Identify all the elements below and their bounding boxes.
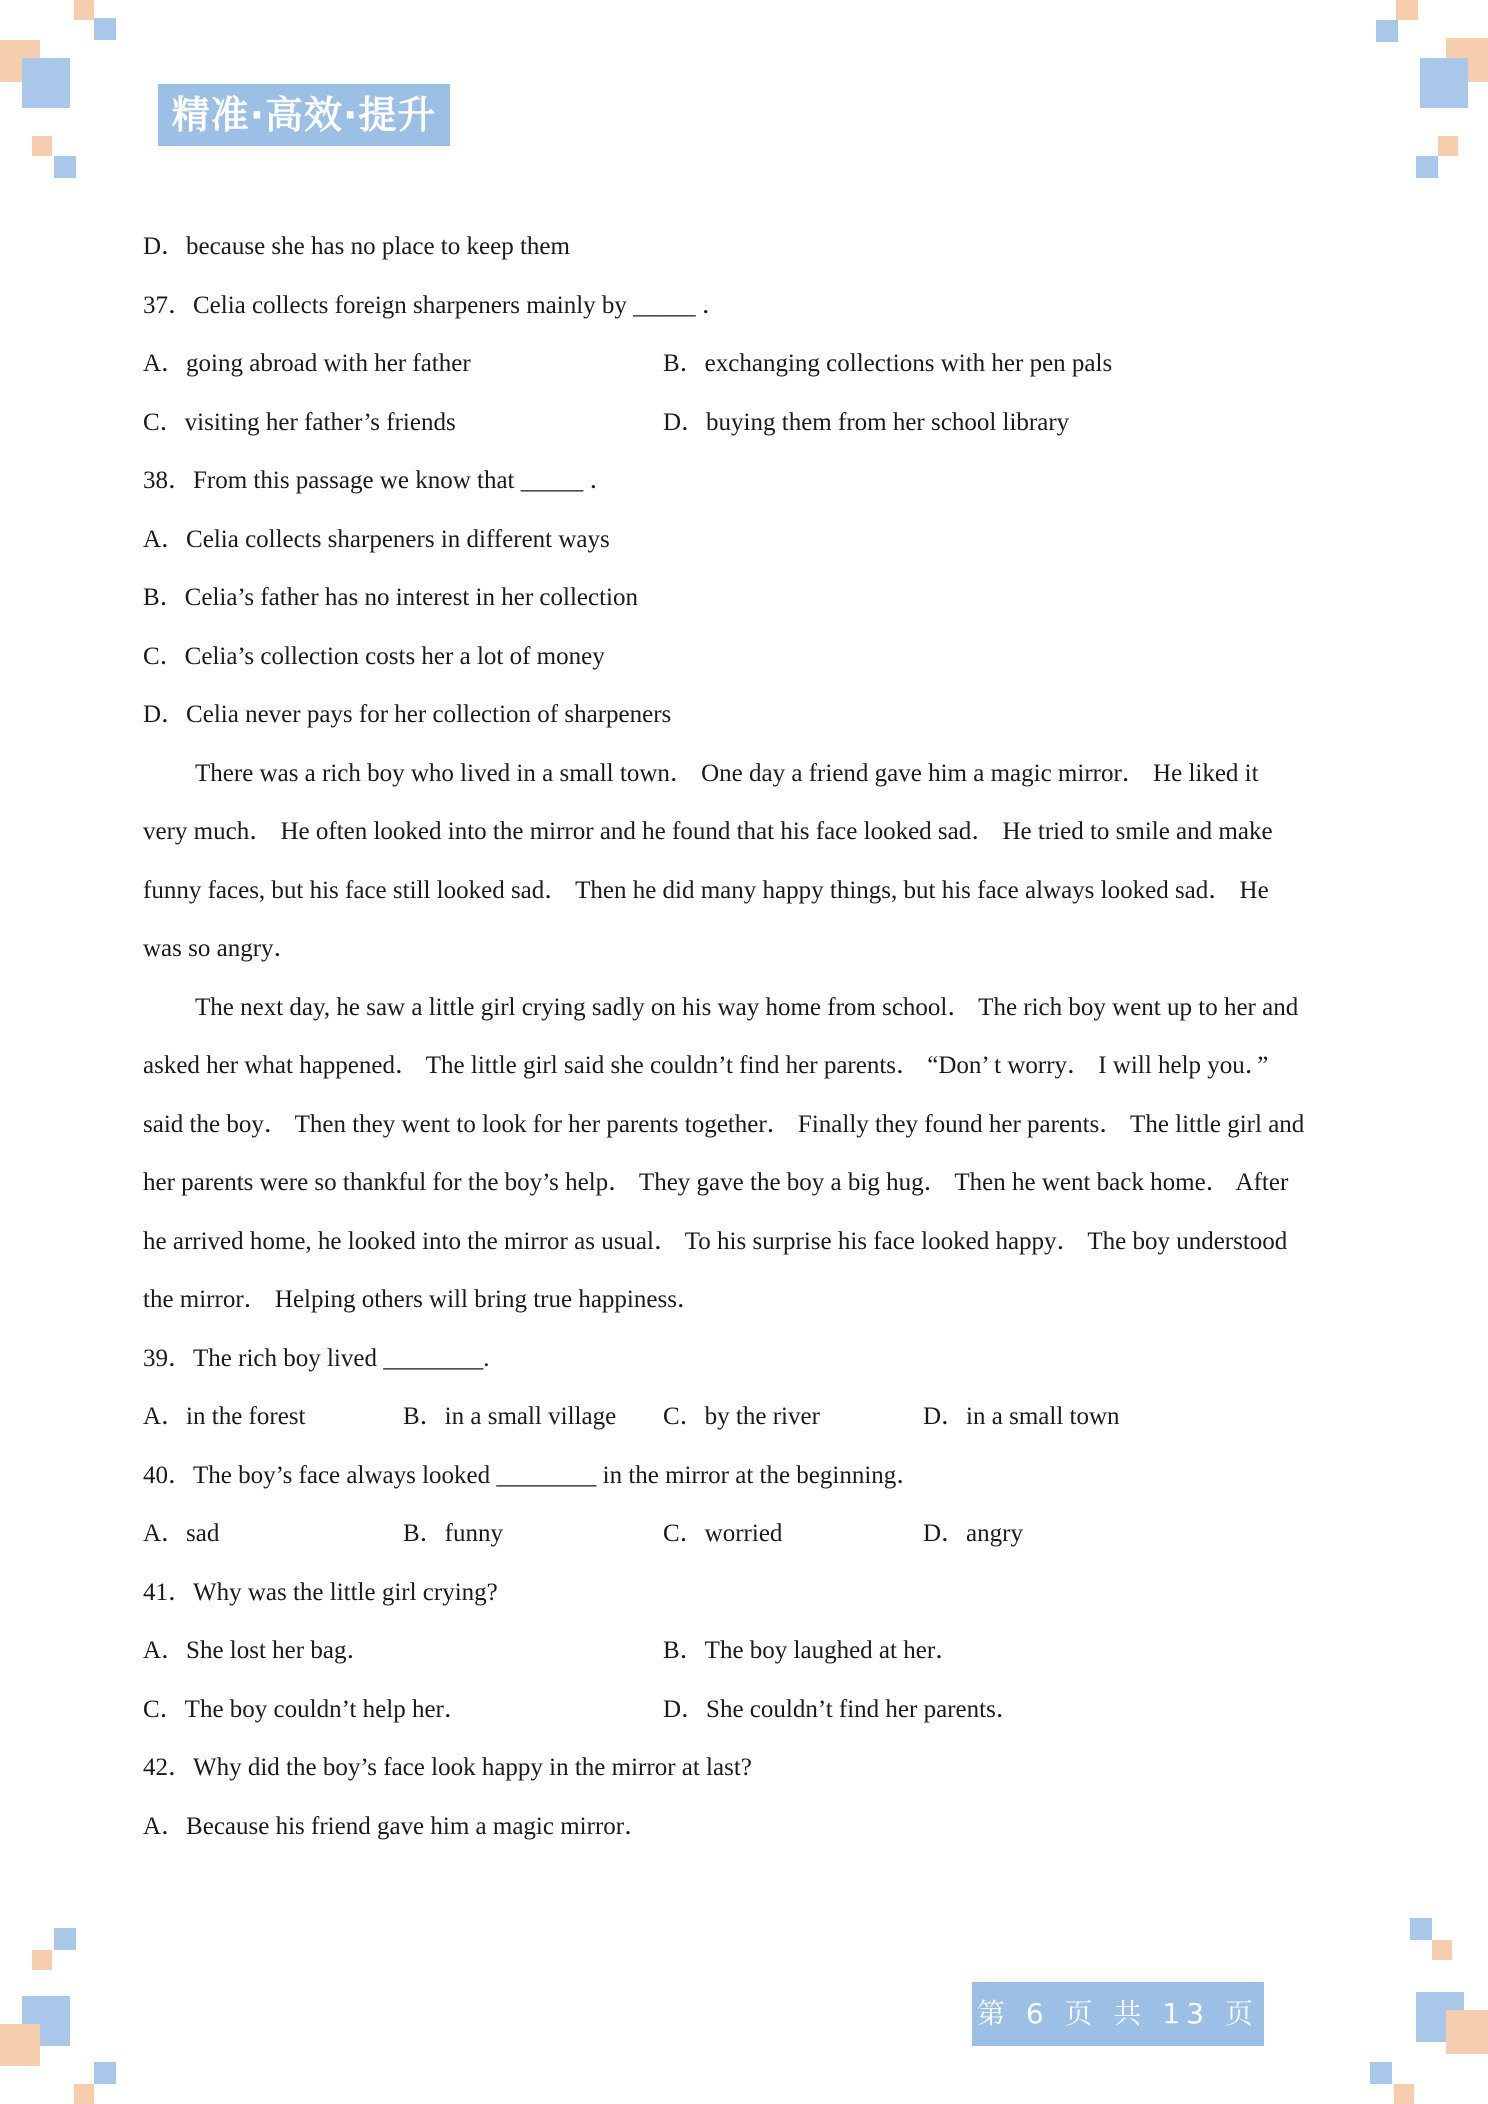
options-row: [143, 394, 1353, 453]
option-39-a: A．in the forest: [143, 1403, 306, 1430]
passage-line: asked her what happened． The little girl said she couldn’t find her parents． “Don’ t worry． I will help you．”: [143, 1052, 1269, 1079]
option-40-a: A．sad: [143, 1520, 220, 1547]
option-40-b: B．funny: [403, 1520, 504, 1547]
question-40: 40．The boy’s face always looked ________ in the mirror at the beginning．: [143, 1461, 922, 1489]
option-40-c: C．worried: [663, 1520, 783, 1547]
page-number-badge: 第 6 页 共 13 页: [972, 1982, 1264, 2046]
option-41-c: C．The boy couldn’t help her．: [143, 1695, 469, 1723]
option-37-c: C．visiting her father’s friends: [143, 408, 456, 436]
header-logo-badge: 精准·高效·提升: [158, 84, 450, 146]
option-41-d: D．She couldn’t find her parents．: [663, 1695, 1021, 1723]
document-body: [143, 218, 1353, 1856]
passage-line: he arrived home, he looked into the mirror as usual． To his surprise his face looked happy． The boy understood: [143, 1227, 1288, 1255]
options-row: [143, 1505, 1353, 1564]
option-37-d: D．buying them from her school library: [663, 408, 1070, 436]
option-42-a: A．Because his friend gave him a magic mirror．: [143, 1812, 650, 1840]
passage-line: funny faces, but his face still looked sad． Then he did many happy things, but his face always looked sad． He: [143, 876, 1269, 904]
option-38-a: A．Celia collects sharpeners in different ways: [143, 525, 610, 553]
option-39-c: C．by the river: [663, 1403, 820, 1430]
question-41: 41．Why was the little girl crying?: [143, 1578, 498, 1606]
passage-line: was so angry．: [143, 935, 299, 962]
option-line: D．because she has no place to keep them: [143, 233, 570, 260]
passage-line: her parents were so thankful for the boy’s help． They gave the boy a big hug． Then he went back home． After: [143, 1169, 1289, 1196]
passage-line: There was a rich boy who lived in a small town． One day a friend gave him a magic mirror． He liked it: [195, 759, 1259, 787]
option-41-a: A．She lost her bag．: [143, 1637, 372, 1664]
options-row: [143, 1622, 1353, 1681]
question-37: 37．Celia collects foreign sharpeners mainly by _____ ．: [143, 291, 727, 319]
option-39-b: B．in a small village: [403, 1403, 617, 1430]
passage-line: the mirror． Helping others will bring true happiness．: [143, 1286, 702, 1313]
passage-line: very much． He often looked into the mirror and he found that his face looked sad． He tried to smile and make: [143, 818, 1273, 845]
passage-line: The next day, he saw a little girl crying sadly on his way home from school． The rich boy went up to her and: [195, 993, 1299, 1021]
option-37-a: A．going abroad with her father: [143, 350, 471, 377]
options-row: [143, 1388, 1353, 1447]
option-37-b: B．exchanging collections with her pen pals: [663, 350, 1113, 377]
option-38-d: D．Celia never pays for her collection of sharpeners: [143, 701, 672, 728]
options-row: [143, 335, 1353, 394]
option-39-d: D．in a small town: [923, 1403, 1120, 1430]
option-38-b: B．Celia’s father has no interest in her collection: [143, 584, 638, 611]
question-38: 38．From this passage we know that _____ ．: [143, 467, 615, 494]
passage-line: said the boy． Then they went to look for her parents together． Finally they found her parents． The little girl and: [143, 1110, 1305, 1138]
question-42: 42．Why did the boy’s face look happy in the mirror at last?: [143, 1754, 752, 1781]
option-38-c: C．Celia’s collection costs her a lot of money: [143, 642, 605, 670]
options-row: [143, 1681, 1353, 1740]
option-41-b: B．The boy laughed at her．: [663, 1637, 961, 1664]
option-40-d: D．angry: [923, 1520, 1023, 1547]
question-39: 39．The rich boy lived ________.: [143, 1344, 490, 1372]
